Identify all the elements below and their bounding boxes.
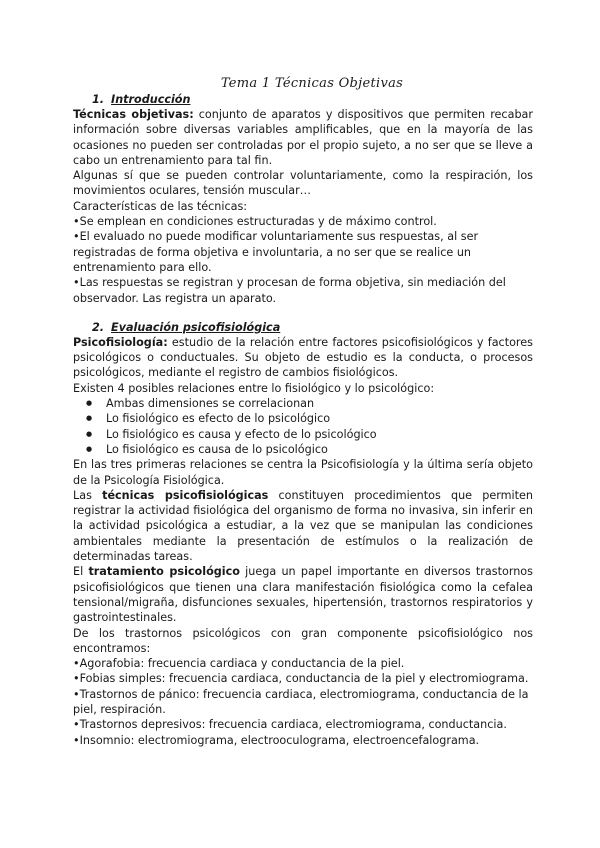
- list-item: •Se emplean en condiciones estructuradas y de máximo control.: [73, 215, 437, 229]
- disorders-intro: De los trastornos psicológicos con gran componente psicofisiológico nos encontramos:: [73, 626, 533, 655]
- definition-paragraph: [73, 107, 533, 168]
- list-item: •Las respuestas se registran y procesan de forma objetiva, sin mediación del observador. Las registra un aparato.: [73, 276, 506, 305]
- characteristics-intro: Características de las técnicas:: [73, 199, 248, 213]
- paragraph: En las tres primeras relaciones se centra la Psicofisiología y la última sería objeto de la Psicología Fisiológica.: [73, 458, 533, 487]
- relations-intro: Existen 4 posibles relaciones entre lo fisiológico y lo psicológico:: [73, 381, 435, 395]
- list-item: ● Ambas dimensiones se correlacionan: [86, 396, 533, 411]
- characteristics-list: [73, 214, 533, 306]
- document-title: Tema 1 Técnicas Objetivas: [220, 76, 404, 91]
- section-title: Evaluación psicofisiológica: [111, 320, 281, 334]
- list-item: •El evaluado no puede modificar voluntariamente sus respuestas, al ser registradas de forma objetiva e involuntaria, a no ser que se realice un entrenamiento para ello.: [73, 230, 479, 274]
- paragraph: Algunas sí que se pueden controlar voluntariamente, como la respiración, los movimientos oculares, tensión muscular…: [73, 169, 533, 198]
- techniques-paragraph: [73, 488, 533, 564]
- section-number: 1.: [92, 93, 105, 106]
- techniques-text: constituyen procedimientos que permiten registrar la actividad fisiológica del organismo de forma no invasiva, sin inferir en la actividad psicológica a estudiar, a la vez que se manipulan las condiciones ambientales mediante la presentación de estímulos o la realización de determinadas tareas.: [73, 488, 533, 564]
- definition-paragraph: [73, 335, 533, 381]
- section-title: Introducción: [111, 93, 191, 106]
- list-item: •Agorafobia: frecuencia cardiaca y conductancia de la piel.: [73, 657, 405, 671]
- list-item: ● Lo fisiológico es causa de lo psicológico: [86, 442, 533, 457]
- definition-term: Técnicas objetivas:: [73, 108, 194, 121]
- definition-text: estudio de la relación entre factores psicofisiológicos y factores psicológicos o conductuales. Su objeto de estudio es la conducta, o procesos psicológicos, mediante el registro de cambios fisiológicos.: [73, 335, 533, 380]
- techniques-term: técnicas psicofisiológicas: [102, 488, 269, 502]
- list-item: •Trastornos depresivos: frecuencia cardiaca, electromiograma, conductancia.: [73, 718, 507, 732]
- definition-term: Psicofisiología:: [73, 335, 168, 349]
- treatment-paragraph: [73, 564, 533, 625]
- list-item: •Insomnio: electromiograma, electrooculograma, electroencefalograma.: [73, 733, 480, 747]
- list-item: ● Lo fisiológico es efecto de lo psicológico: [86, 411, 533, 426]
- text-span: El: [73, 565, 89, 579]
- list-item: ● Lo fisiológico es causa y efecto de lo psicológico: [86, 427, 533, 442]
- text-span: Las: [73, 488, 103, 502]
- list-item: •Fobias simples: frecuencia cardiaca, conductancia de la piel y electromiograma.: [73, 672, 529, 686]
- list-item: •Trastornos de pánico: frecuencia cardiaca, electromiograma, conductancia de la piel, respiración.: [73, 687, 529, 716]
- treatment-term: tratamiento psicológico: [88, 565, 240, 579]
- definition-text: conjunto de aparatos y dispositivos que permiten recabar información sobre diversas variables amplificables, que en la mayoría de las ocasiones no pueden ser controladas por el propio sujeto, a no ser que se lleve a cabo un entrenamiento para tal fin.: [73, 108, 533, 167]
- treatment-text: juega un papel importante en diversos trastornos psicofisiológicos que tienen una clara manifestación fisiológica como la cefalea tensional/migraña, disfunciones sexuales, hipertensión, trastornos respiratorios y gastrointestinales.: [73, 565, 533, 625]
- section-2-heading: [73, 320, 533, 335]
- document-page: [73, 76, 533, 748]
- relations-list: [73, 396, 533, 457]
- section-1-heading: [73, 92, 533, 107]
- disorders-list: [73, 656, 533, 748]
- section-number: 2.: [92, 320, 105, 334]
